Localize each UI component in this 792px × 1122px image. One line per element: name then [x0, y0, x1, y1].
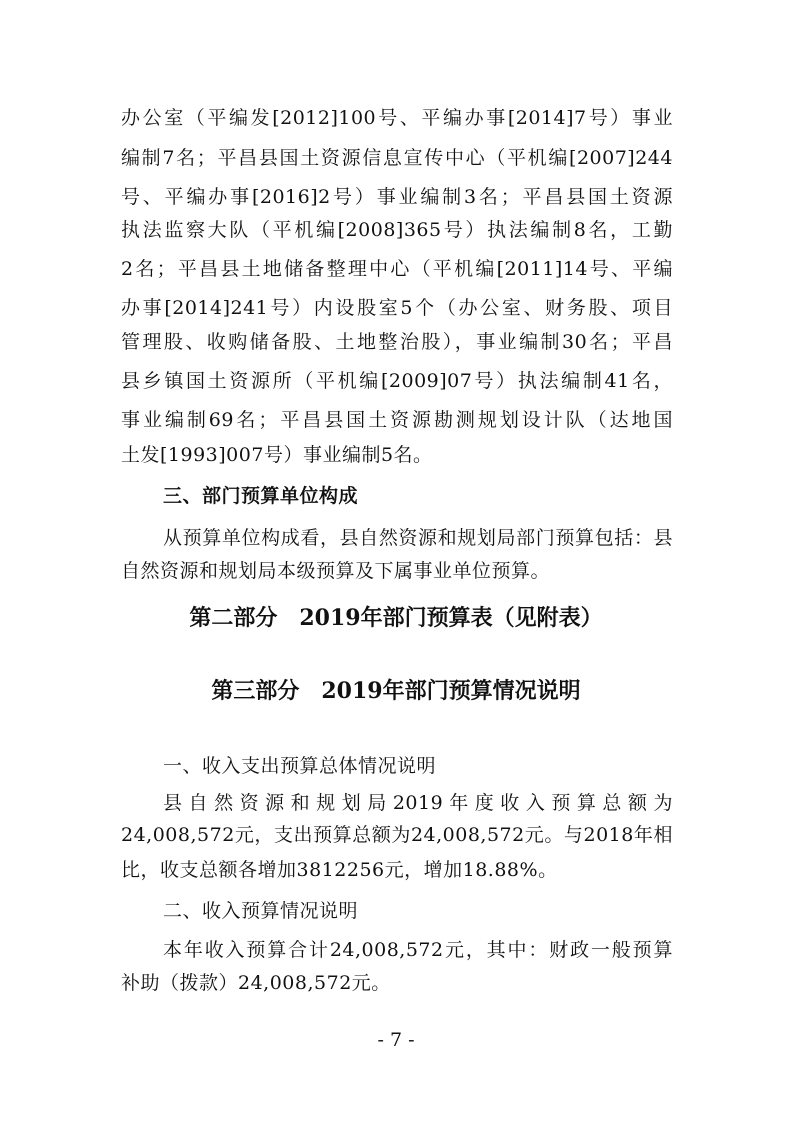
section-heading: 三、部门预算单位构成	[163, 485, 359, 507]
subsection-heading: 二、收入预算情况说明	[163, 900, 359, 922]
part-title: 第三部分 2019年部门预算情况说明	[211, 678, 581, 704]
body-line: 从预算单位构成看，县自然资源和规划局部门预算包括：县	[163, 527, 673, 549]
body-line: 比，收支总额各增加3812256元，增加18.88%。	[121, 859, 558, 881]
part-title: 第二部分 2019年部门预算表（见附表）	[189, 605, 603, 631]
body-line: 本年收入预算合计24,008,572元，其中：财政一般预算	[163, 939, 673, 961]
page-number: - 7 -	[377, 1029, 415, 1051]
body-line: 土发[1993]007号）事业编制5名。	[121, 444, 433, 466]
body-line: 事业编制69名；平昌县国土资源勘测规划设计队（达地国	[121, 409, 673, 431]
body-line: 补助（拨款）24,008,572元。	[121, 972, 391, 994]
body-line: 管理股、收购储备股、土地整治股），事业编制30名；平昌	[121, 331, 673, 353]
body-line: 自然资源和规划局本级预算及下属事业单位预算。	[121, 560, 551, 582]
body-line: 办公室（平编发[2012]100号、平编办事[2014]7号）事业	[121, 107, 673, 129]
body-line: 县自然资源和规划局2019年度收入预算总额为	[163, 792, 673, 814]
body-line: 号、平编办事[2016]2号）事业编制3名；平昌县国土资源	[121, 186, 673, 208]
body-line: 编制7名；平昌县国土资源信息宣传中心（平机编[2007]244	[121, 147, 673, 169]
body-line: 2名；平昌县土地储备整理中心（平机编[2011]14号、平编	[121, 258, 673, 280]
subsection-heading: 一、收入支出预算总体情况说明	[163, 755, 437, 777]
body-line: 县乡镇国土资源所（平机编[2009]07号）执法编制41名，	[121, 370, 673, 392]
body-line: 24,008,572元，支出预算总额为24,008,572元。与2018年相	[121, 824, 673, 846]
body-line: 办事[2014]241号）内设股室5个（办公室、财务股、项目	[121, 297, 673, 319]
body-line: 执法监察大队（平机编[2008]365号）执法编制8名，工勤	[121, 219, 673, 241]
